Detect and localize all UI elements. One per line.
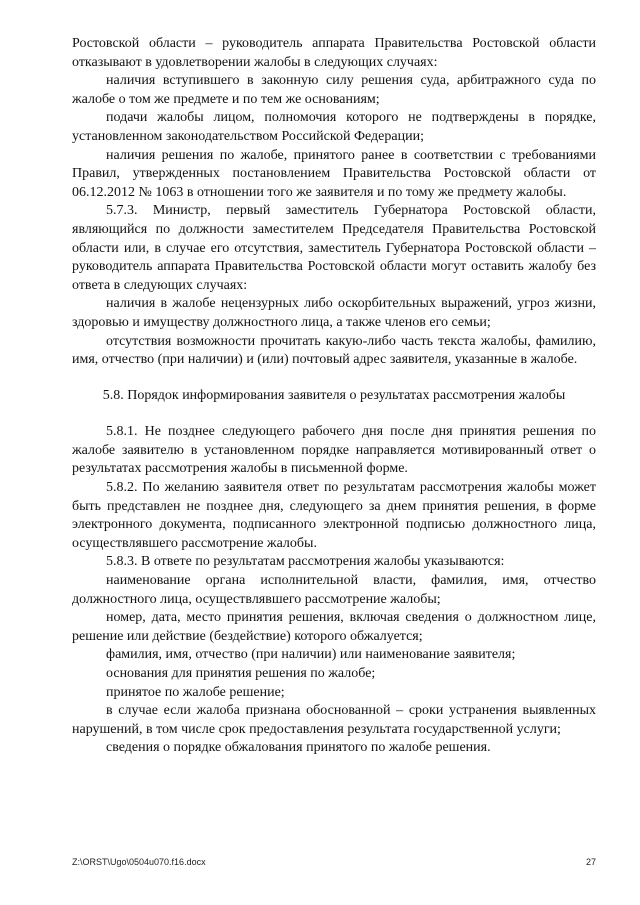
paragraph: принятое по жалобе решение; <box>106 684 285 700</box>
paragraph: подачи жалобы лицом, полномочия которого не подтверждены в порядке, установленном законодательством Российской Федерации; <box>72 110 596 144</box>
paragraph: отсутствия возможности прочитать какую-либо часть текста жалобы, фамилию, имя, отчество (при наличии) и (или) почтовый адрес заявителя, указанные в жалобе. <box>72 333 596 368</box>
section-heading: 5.8. Порядок информирования заявителя о результатах рассмотрения жалобы <box>102 387 566 403</box>
paragraph: 5.7.3. Министр, первый заместитель Губернатора Ростовской области, являющийся по должности заместителем Председателя Правительства Ростовской области или, в случае его отсутствия, заместитель Губернатора Ростовской области – руководитель аппарата Правительства Ростовской области могут оставить жалобу без ответа в следующих случаях: <box>72 203 596 293</box>
paragraph: в случае если жалоба признана обоснованной – сроки устранения выявленных нарушений, в том числе срок предоставления результата государственной услуги; <box>72 703 596 737</box>
paragraph: основания для принятия решения по жалобе; <box>106 666 376 681</box>
body-text-top <box>72 35 596 370</box>
paragraph: фамилия, имя, отчество (при наличии) или наименование заявителя; <box>106 647 516 663</box>
paragraph: наличия в жалобе нецензурных либо оскорбительных выражений, угроз жизни, здоровью и имуществу должностного лица, а также членов его семьи; <box>72 296 596 330</box>
paragraph: наличия решения по жалобе, принятого ранее в соответствии с требованиями Правил, утвержденных постановлением Правительства Ростовской области от 06.12.2012 № 1063 в отношении того же заявителя и по тому же предмету жалобы. <box>72 147 596 200</box>
paragraph: 5.8.2. По желанию заявителя ответ по результатам рассмотрения жалобы может быть представлен не позднее дня, следующего за днем принятия решения, в форме электронного документа, подписанного электронной подписью должностного лица, осуществлявшего рассмотрение жалобы. <box>72 480 596 551</box>
footer-file-path: Z:\ORST\Ugo\0504u070.f16.docx <box>72 857 206 867</box>
footer-page-number: 27 <box>585 857 596 867</box>
page-footer <box>72 857 596 867</box>
paragraph: наименование органа исполнительной власти, фамилия, имя, отчество должностного лица, осуществлявшего рассмотрение жалобы; <box>72 573 596 607</box>
paragraph: Ростовской области – руководитель аппарата Правительства Ростовской области отказывают в удовлетворении жалобы в следующих случаях: <box>72 36 596 70</box>
paragraph: 5.8.1. Не позднее следующего рабочего дня после дня принятия решения по жалобе заявителю в установленном порядке направляется мотивированный ответ о результатах рассмотрения жалобы в письменной форме. <box>72 424 596 477</box>
paragraph: наличия вступившего в законную силу решения суда, арбитражного суда по жалобе о том же предмете и по тем же основаниям; <box>72 73 596 107</box>
paragraph: номер, дата, место принятия решения, включая сведения о должностном лице, решение или действие (бездействие) которого обжалуется; <box>72 610 596 644</box>
body-text-bottom <box>72 423 596 758</box>
paragraph: 5.8.3. В ответе по результатам рассмотрения жалобы указываются: <box>106 554 505 570</box>
paragraph: сведения о порядке обжалования принятого по жалобе решения. <box>106 740 491 756</box>
